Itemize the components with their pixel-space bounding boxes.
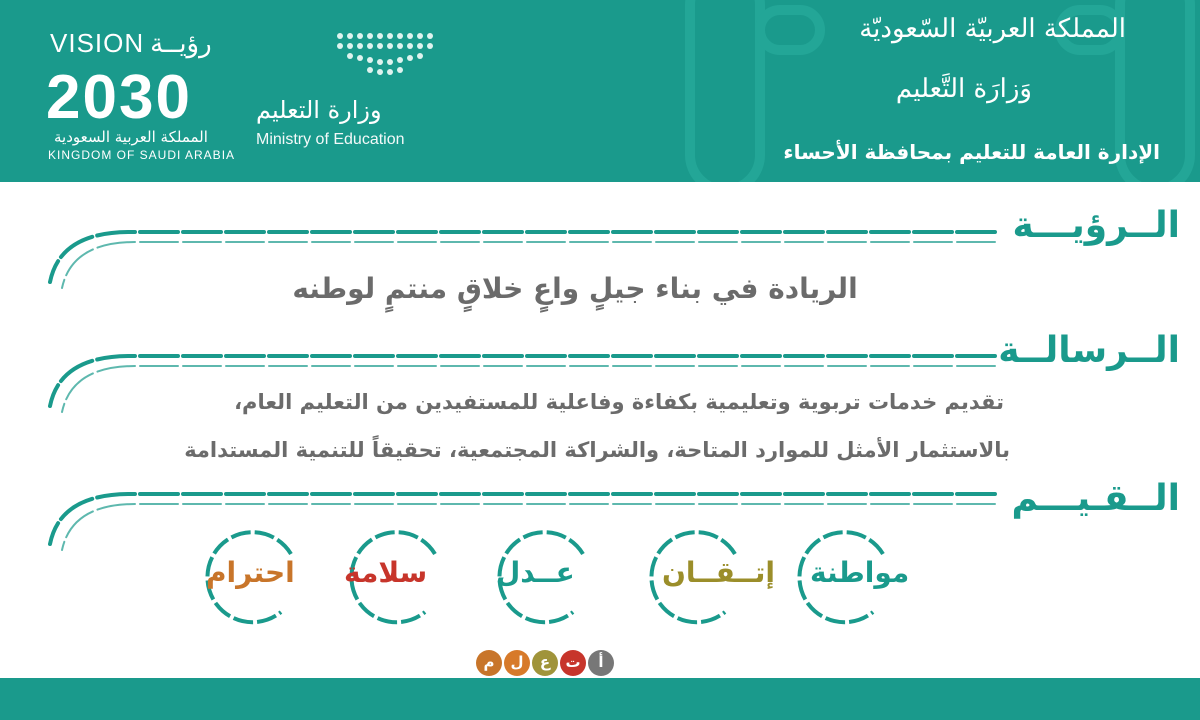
mission-line-2: بالاستثمار الأمثل للموارد المتاحة، والشراكة المجتمعية، تحقيقاً للتنمية المستدامة xyxy=(184,438,1010,462)
moe-dots-icon xyxy=(334,28,434,88)
badge-letter: ع xyxy=(532,650,558,676)
values-acronym-badges xyxy=(464,650,644,678)
mission-heading: الــرسالــة xyxy=(998,330,1180,371)
value-item-safety xyxy=(340,524,460,634)
badge-letter: م xyxy=(476,650,502,676)
vision-label: VISION xyxy=(50,28,145,58)
badge-letter: أ xyxy=(588,650,614,676)
administration-title: الإدارة العامة للتعليم بمحافظة الأحساء xyxy=(783,140,1160,164)
value-label: إتــقــان xyxy=(662,556,775,589)
kingdom-title: المملكة العربيّة السّعوديّة xyxy=(859,14,1126,44)
moe-name-ar: وزارة التعليم xyxy=(256,96,382,124)
kingdom-name-en: KINGDOM OF SAUDI ARABIA xyxy=(48,148,236,162)
moe-name-en: Ministry of Education xyxy=(256,131,405,148)
ministry-title: وَزارَة التَّعليم xyxy=(895,74,1032,104)
header-banner xyxy=(0,0,1200,182)
mission-line-1: تقديم خدمات تربوية وتعليمية بكفاءة وفاعلية للمستفيدين من التعليم العام، xyxy=(234,390,1004,414)
vision-year: 2030 xyxy=(46,63,192,132)
footer-bar xyxy=(0,678,1200,720)
vision-statement: الريادة في بناء جيلٍ واعٍ خلاقٍ منتمٍ لوطنه xyxy=(292,272,858,305)
value-label: سلامة xyxy=(344,556,428,589)
value-item-justice xyxy=(488,524,608,634)
value-label: مواطنة xyxy=(810,556,910,589)
value-item-mastery xyxy=(640,524,775,634)
vision-label-ar: رؤيــة xyxy=(150,28,212,58)
badge-letter: ل xyxy=(504,650,530,676)
value-item-respect xyxy=(196,524,316,634)
value-label: احترام xyxy=(206,556,295,589)
badge-letter: ت xyxy=(560,650,586,676)
value-label: عــدل xyxy=(496,556,575,589)
kingdom-name-ar-small: المملكة العربية السعودية xyxy=(54,128,208,146)
vision-heading: الــرؤيـــة xyxy=(1012,205,1180,246)
values-heading: الــقـيـــم xyxy=(1011,478,1180,519)
value-item-citizenship xyxy=(788,524,908,634)
